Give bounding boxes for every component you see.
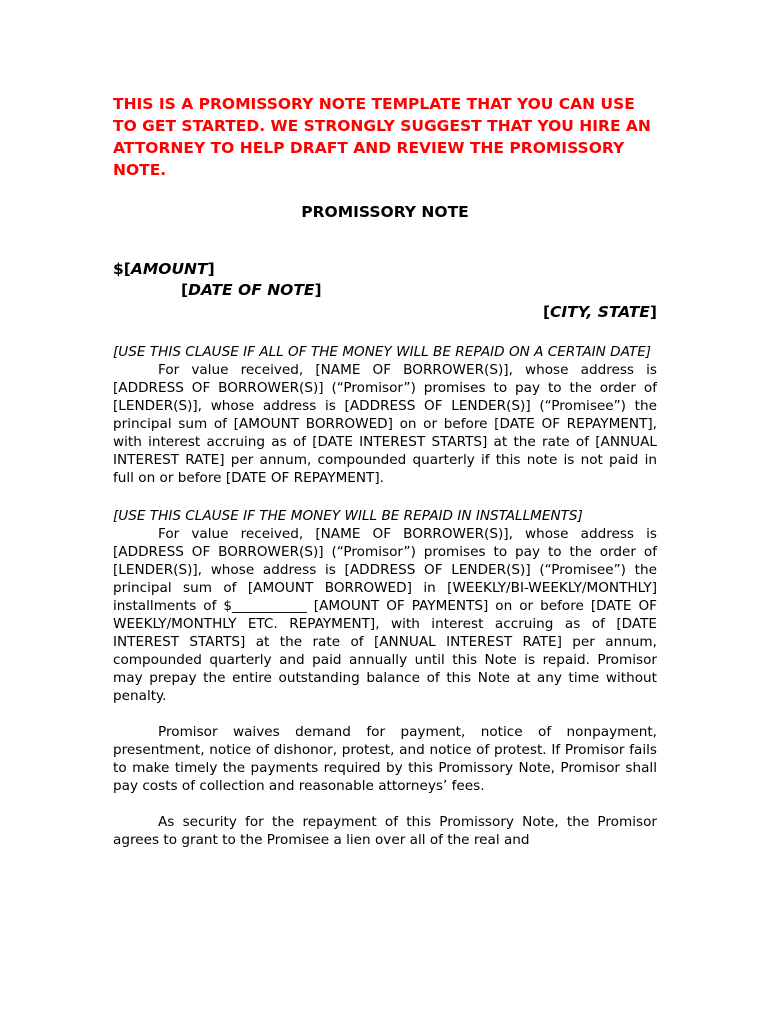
city-prefix: [ [542,303,551,321]
clause-single-repayment-heading: [USE THIS CLAUSE IF ALL OF THE MONEY WILL BE REPAID ON A CERTAIN DATE] [113,344,652,360]
date-placeholder: DATE OF NOTE [188,281,315,299]
amount-suffix: ] [207,260,215,278]
date-suffix: ] [314,281,322,299]
amount-prefix: $[ [113,260,131,278]
city-placeholder: CITY, STATE [550,303,650,321]
document-title: PROMISSORY NOTE [301,203,469,221]
date-line [113,280,657,301]
waiver-paragraph: Promisor waives demand for payment, notice of nonpayment, presentment, notice of dishonor, protest, and notice of protest. If Promisor fails to make timely the payments required by this Promissory Note, Promisor shall pay costs of collection and reasonable attorneys’ fees. [113,724,657,794]
clause-single-repayment-body: For value received, [NAME OF BORROWER(S)], whose address is [ADDRESS OF BORROWER(S)] (“Promisor”) promises to pay to the order of [LENDER(S)], whose address is [ADDRESS OF LENDER(S)] (“Promisee”) the principal sum of [AMOUNT BORROWED] on or before [DATE OF REPAYMENT], with interest accruing as of [DATE INTEREST STARTS] at the rate of [ANNUAL INTEREST RATE] per annum, compounded quarterly if this note is not paid in full on or before [DATE OF REPAYMENT]. [113,362,657,486]
amount-placeholder: AMOUNT [130,260,208,278]
city-suffix: ] [649,303,657,321]
clause-installments-body: For value received, [NAME OF BORROWER(S)], whose address is [ADDRESS OF BORROWER(S)] (“Promisor”) promises to pay to the order of [LENDER(S)], whose address is [ADDRESS OF LENDER(S)] (“Promisee”) the principal sum of [AMOUNT BORROWED] in [WEEKLY/BI-WEEKLY/MONTHLY] installments of $___________ [AMOUNT OF PAYMENTS] on or before [DATE OF WEEKLY/MONTHLY ETC. REPAYMENT], with interest accruing as of [DATE INTEREST STARTS] at the rate of [ANNUAL INTEREST RATE] per annum, compounded quarterly and paid annually until this Note is repaid. Promisor may prepay the entire outstanding balance of this Note at any time without penalty. [113,526,657,704]
amount-line [113,259,657,280]
clause-installments-heading: [USE THIS CLAUSE IF THE MONEY WILL BE REPAID IN INSTALLMENTS] [113,508,583,524]
date-prefix: [ [181,281,189,299]
template-warning: THIS IS A PROMISSORY NOTE TEMPLATE THAT YOU CAN USE TO GET STARTED. WE STRONGLY SUGGEST THAT YOU HIRE AN ATTORNEY TO HELP DRAFT AND REVIEW THE PROMISSORY NOTE. [113,95,651,179]
security-paragraph: As security for the repayment of this Promissory Note, the Promisor agrees to grant to the Promisee a lien over all of the real and [113,814,657,848]
document-page [113,93,657,849]
city-line [113,302,657,323]
